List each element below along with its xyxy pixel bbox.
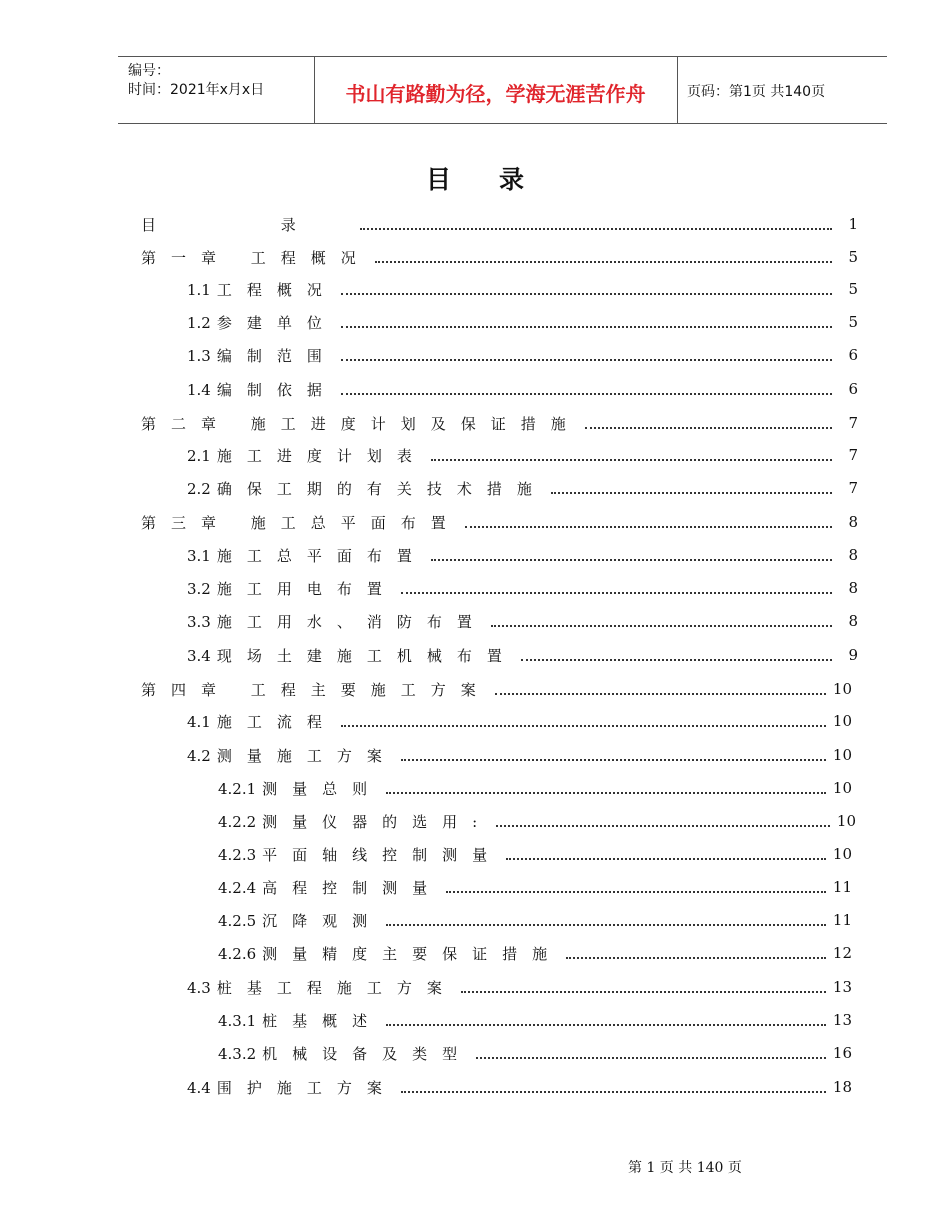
toc-entry-page: 5 bbox=[848, 280, 858, 298]
toc-entry-text: 现场土建施工机械布置 bbox=[216, 646, 517, 665]
toc-entry-label bbox=[187, 745, 397, 766]
toc-entry-number: 2.1 bbox=[187, 446, 211, 465]
toc-entry-label bbox=[218, 844, 502, 865]
toc-entry-label bbox=[187, 478, 547, 499]
toc-entry[interactable] bbox=[187, 444, 858, 466]
toc-entry-label bbox=[141, 512, 461, 533]
toc-entry[interactable] bbox=[187, 610, 858, 632]
header-motto: 书山有路勤为径，学海无涯苦作舟 bbox=[345, 82, 646, 106]
header-page-cell bbox=[678, 57, 887, 123]
toc-dot-leader bbox=[495, 693, 826, 695]
toc-entry[interactable] bbox=[187, 744, 852, 766]
toc-entry-page: 8 bbox=[848, 579, 858, 597]
toc-entry[interactable] bbox=[141, 412, 858, 434]
toc-entry-page: 10 bbox=[832, 779, 852, 797]
toc-entry-label bbox=[218, 877, 442, 898]
toc-entry-text: 高程控制测量 bbox=[262, 878, 443, 897]
toc-entry-text: 第四章 工程主要施工方案 bbox=[141, 680, 491, 699]
toc-dot-leader bbox=[585, 427, 832, 429]
toc-entry-label bbox=[187, 611, 487, 632]
toc-entry-page: 10 bbox=[832, 845, 852, 863]
toc-entry[interactable] bbox=[187, 344, 858, 366]
toc-entry-text: 目 录 bbox=[141, 215, 356, 234]
header-page-info: 页码：第1页 共140页 bbox=[687, 84, 826, 100]
toc-dot-leader bbox=[386, 1024, 826, 1026]
toc-entry-text: 编制依据 bbox=[216, 380, 337, 399]
toc-entry-text: 施工总平面布置 bbox=[216, 546, 427, 565]
toc-entry-number: 4.2.6 bbox=[218, 944, 257, 963]
toc-entry[interactable] bbox=[187, 311, 858, 333]
document-number-label: 编号： bbox=[128, 63, 170, 79]
toc-entry-page: 12 bbox=[832, 944, 852, 962]
toc-dot-leader bbox=[496, 825, 830, 827]
toc-entry-number: 4.2 bbox=[187, 746, 211, 765]
toc-entry[interactable] bbox=[187, 644, 858, 666]
toc-entry-label bbox=[141, 413, 581, 434]
toc-entry-page: 1 bbox=[848, 215, 858, 233]
header-meta-cell bbox=[118, 57, 315, 123]
toc-entry-page: 6 bbox=[848, 346, 858, 364]
toc-entry[interactable] bbox=[141, 678, 852, 700]
toc-entry-number: 4.2.1 bbox=[218, 779, 257, 798]
page-footer: 第 1 页 共 140 页 bbox=[628, 1160, 742, 1176]
toc-entry-page: 11 bbox=[832, 911, 852, 929]
toc-entry-number: 1.2 bbox=[187, 313, 211, 332]
toc-entry-page: 7 bbox=[848, 479, 858, 497]
toc-entry-page: 7 bbox=[848, 446, 858, 464]
toc-entry[interactable] bbox=[187, 378, 858, 400]
toc-entry[interactable] bbox=[141, 511, 858, 533]
toc-entry[interactable] bbox=[187, 976, 852, 998]
toc-dot-leader bbox=[360, 228, 832, 230]
toc-entry-page: 13 bbox=[832, 978, 852, 996]
toc-entry-text: 确保工期的有关技术措施 bbox=[216, 479, 547, 498]
toc-entry-text: 机械设备及类型 bbox=[262, 1044, 473, 1063]
toc-entry-page: 10 bbox=[832, 680, 852, 698]
toc-entry[interactable] bbox=[187, 544, 858, 566]
toc-entry-label bbox=[141, 214, 356, 235]
toc-entry[interactable] bbox=[218, 843, 852, 865]
toc-dot-leader bbox=[401, 592, 832, 594]
toc-entry-label bbox=[187, 379, 337, 400]
toc-dot-leader bbox=[461, 991, 826, 993]
toc-entry-number: 4.3 bbox=[187, 978, 211, 997]
toc-dot-leader bbox=[476, 1057, 826, 1059]
toc-dot-leader bbox=[341, 293, 832, 295]
toc-entry-page: 10 bbox=[836, 812, 856, 830]
toc-entry[interactable] bbox=[218, 942, 852, 964]
toc-entry[interactable] bbox=[141, 246, 858, 268]
toc-entry-number: 3.3 bbox=[187, 612, 211, 631]
toc-dot-leader bbox=[446, 891, 826, 893]
toc-entry-text: 施工流程 bbox=[216, 712, 337, 731]
toc-entry-number: 4.2.3 bbox=[218, 845, 257, 864]
toc-entry[interactable] bbox=[187, 477, 858, 499]
toc-entry-page: 8 bbox=[848, 513, 858, 531]
toc-entry-label bbox=[218, 943, 562, 964]
toc-dot-leader bbox=[566, 957, 826, 959]
toc-entry-page: 8 bbox=[848, 612, 858, 630]
toc-entry-number: 3.4 bbox=[187, 646, 211, 665]
toc-entry-text: 施工进度计划表 bbox=[216, 446, 427, 465]
toc-entry-number: 4.2.2 bbox=[218, 812, 257, 831]
toc-dot-leader bbox=[521, 659, 832, 661]
toc-entry-number: 4.2.5 bbox=[218, 911, 257, 930]
toc-entry[interactable] bbox=[187, 278, 858, 300]
toc-entry[interactable] bbox=[218, 1009, 852, 1031]
page-header bbox=[118, 56, 887, 124]
toc-entry-number: 4.2.4 bbox=[218, 878, 257, 897]
toc-dot-leader bbox=[341, 393, 832, 395]
toc-entry[interactable] bbox=[218, 1042, 852, 1064]
toc-entry-text: 平面轴线控制测量 bbox=[262, 845, 503, 864]
toc-dot-leader bbox=[386, 792, 826, 794]
toc-dot-leader bbox=[431, 459, 832, 461]
toc-entry-text: 测量施工方案 bbox=[216, 746, 397, 765]
toc-entry[interactable] bbox=[187, 1076, 852, 1098]
toc-entry-label bbox=[187, 977, 457, 998]
toc-entry[interactable] bbox=[218, 909, 852, 931]
toc-entry-label bbox=[218, 778, 382, 799]
toc-entry-text: 沉降观测 bbox=[262, 911, 383, 930]
toc-dot-leader bbox=[375, 261, 832, 263]
toc-entry-page: 8 bbox=[848, 546, 858, 564]
toc-entry-text: 测量精度主要保证措施 bbox=[262, 944, 563, 963]
toc-entry-text: 施工用水、消防布置 bbox=[216, 612, 487, 631]
toc-entry-number: 4.1 bbox=[187, 712, 211, 731]
toc-entry[interactable] bbox=[218, 876, 852, 898]
toc-entry-text: 施工用电布置 bbox=[216, 579, 397, 598]
toc-entry-page: 11 bbox=[832, 878, 852, 896]
toc-entry-text: 工程概况 bbox=[216, 280, 337, 299]
toc-entry-page: 10 bbox=[832, 746, 852, 764]
toc-entry-label bbox=[218, 1043, 472, 1064]
toc-entry-label bbox=[187, 345, 337, 366]
toc-entry-page: 13 bbox=[832, 1011, 852, 1029]
toc-entry[interactable] bbox=[187, 710, 852, 732]
toc-entry-number: 4.4 bbox=[187, 1078, 211, 1097]
toc-entry-number: 2.2 bbox=[187, 479, 211, 498]
toc-entry-number: 3.1 bbox=[187, 546, 211, 565]
header-motto-cell bbox=[314, 57, 678, 123]
toc-dot-leader bbox=[341, 725, 826, 727]
toc-entry-page: 18 bbox=[832, 1078, 852, 1096]
toc-entry[interactable] bbox=[141, 213, 858, 235]
toc-entry-label bbox=[187, 312, 337, 333]
toc-entry-label bbox=[187, 545, 427, 566]
toc-dot-leader bbox=[491, 625, 832, 627]
toc-entry-page: 6 bbox=[848, 380, 858, 398]
toc-entry-label bbox=[187, 711, 337, 732]
toc-dot-leader bbox=[341, 359, 832, 361]
toc-entry-number: 4.3.1 bbox=[218, 1011, 257, 1030]
toc-entry-text: 第一章 工程概况 bbox=[141, 248, 371, 267]
toc-entry-label bbox=[141, 247, 371, 268]
toc-entry-label bbox=[187, 279, 337, 300]
toc-entry-text: 测量仪器的选用: bbox=[262, 812, 493, 831]
toc-entry-label bbox=[218, 811, 492, 832]
toc-entry-text: 桩基工程施工方案 bbox=[216, 978, 457, 997]
toc-entry-label bbox=[187, 445, 427, 466]
toc-dot-leader bbox=[465, 526, 832, 528]
toc-entry-text: 桩基概述 bbox=[262, 1011, 383, 1030]
toc-entry-page: 7 bbox=[848, 414, 858, 432]
toc-dot-leader bbox=[401, 1091, 826, 1093]
toc-entry-text: 第二章 施工进度计划及保证措施 bbox=[141, 414, 581, 433]
toc-entry[interactable] bbox=[218, 810, 856, 832]
toc-entry-label bbox=[187, 645, 517, 666]
toc-entry-label bbox=[218, 910, 382, 931]
toc-entry-label bbox=[218, 1010, 382, 1031]
toc-dot-leader bbox=[401, 759, 826, 761]
toc-entry-number: 3.2 bbox=[187, 579, 211, 598]
toc-dot-leader bbox=[386, 924, 826, 926]
toc-entry-number: 1.4 bbox=[187, 380, 211, 399]
toc-entry-label bbox=[187, 578, 397, 599]
toc-entry-page: 5 bbox=[848, 313, 858, 331]
page-title: 目录 bbox=[425, 165, 572, 194]
toc-entry-number: 4.3.2 bbox=[218, 1044, 257, 1063]
toc-entry-text: 第三章 施工总平面布置 bbox=[141, 513, 461, 532]
toc-entry-text: 编制范围 bbox=[216, 346, 337, 365]
toc-entry-page: 5 bbox=[848, 248, 858, 266]
document-time-label: 时间：2021年x月x日 bbox=[128, 82, 265, 98]
toc-dot-leader bbox=[431, 559, 832, 561]
toc-entry-page: 9 bbox=[848, 646, 858, 664]
toc-entry-number: 1.3 bbox=[187, 346, 211, 365]
toc-entry[interactable] bbox=[218, 777, 852, 799]
toc-entry-text: 测量总则 bbox=[262, 779, 383, 798]
toc-entry-number: 1.1 bbox=[187, 280, 211, 299]
toc-dot-leader bbox=[341, 326, 832, 328]
toc-dot-leader bbox=[506, 858, 826, 860]
toc-entry-text: 参建单位 bbox=[216, 313, 337, 332]
toc-entry-page: 16 bbox=[832, 1044, 852, 1062]
toc-entry-label bbox=[141, 679, 491, 700]
toc-dot-leader bbox=[551, 492, 832, 494]
toc-entry-page: 10 bbox=[832, 712, 852, 730]
toc-entry-text: 围护施工方案 bbox=[216, 1078, 397, 1097]
toc-entry[interactable] bbox=[187, 577, 858, 599]
toc-entry-label bbox=[187, 1077, 397, 1098]
